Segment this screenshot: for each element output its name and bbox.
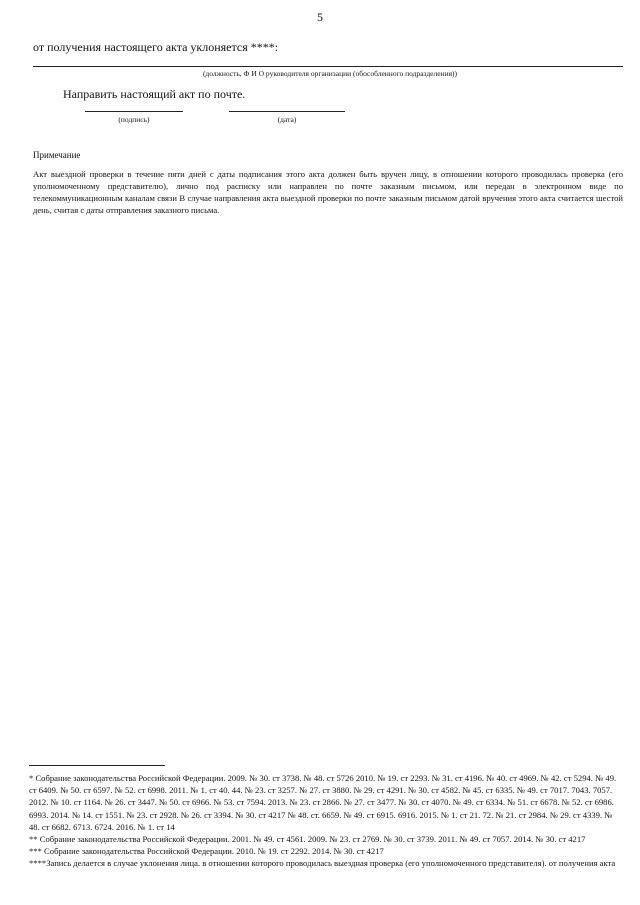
signature-line: [85, 111, 183, 112]
refusal-statement: от получения настоящего акта уклоняется ****:: [33, 40, 279, 54]
note-text: Акт выездной проверки в течение пяти дней с даты подписания этого акта должен быть вручен лицу, в отношении которого проводилась проверка (его уполномоченному представителю), лично под расписку или направлен по почте заказным письмом, или передан в электронном виде по телекоммуникационным каналам связи В случае направления акта выездной проверки по почте заказным письмом датой вручения этого акта считается шестой день, считая с даты отправления заказного письма.: [33, 169, 623, 215]
send-by-mail-statement: Направить настоящий акт по почте.: [63, 87, 246, 101]
footnotes: [29, 772, 625, 870]
position-name-caption: (должность, Ф И О руководителя организации (обособленного подразделения)): [202, 69, 458, 78]
signature-caption: (подпись): [118, 115, 150, 124]
position-name-line: [33, 66, 623, 67]
date-line: [229, 111, 345, 112]
footnote-separator: [29, 765, 165, 766]
footnote-1: * Собрание законодательства Российской Федерации. 2009. № 30. ст 3738. № 48. ст 5726 2010. № 19. ст 2293. № 31. ст 4196. № 40. ст 4969. № 42. ст 5294. № 49. ст 6409. № 50. ст 6597. № 52. ст 6998. 2011. № 1. ст 40. 44. № 23. ст 3257. № 27. ст 3880. № 29. ст 4291. № 30. ст 4582. № 45. ст 6335. № 49. ст 7017. 7043. 7057. 2012. № 10. ст 1164. № 26. ст 3447. № 50. ст 6966. № 53. ст 7594. 2013. № 23. ст 2866. № 27. ст 3477. № 30. ст 4070. № 49. ст 6334. № 51. ст 6678. № 52. ст 6986. 6993. 2014. № 14. ст 1551. № 23. ст 2928. № 26. ст 3394. № 30. ст 4217 № 48. ст. 6659. № 49. ст 6915. 6916. 2015. № 1. ст 21. 72. № 21. ст 2984. № 29. ст 4339. № 48. ст 6682. 6713. 6724. 2016. № 1. ст 14: [29, 773, 617, 832]
footnote-2: ** Собрание законодательства Российской Федерации. 2001. № 49. ст 4561. 2009. № 23. ст 2769. № 30. ст 3739. 2011. № 49. ст 7057. 2014. № 30. ст 4217: [29, 834, 586, 845]
footnote-3: *** Собрание законодательства Российской Федерации. 2010. № 19. ст 2292. 2014. № 30. ст 4217: [29, 846, 384, 857]
note-heading: Примечание: [33, 150, 81, 160]
footnote-4: ****Запись делается в случае уклонения лица. в отношении которого проводилась выездная проверка (его уполномоченного представителя). от получения акта: [29, 858, 616, 869]
date-caption: (дата): [277, 115, 297, 124]
page-number: 5: [317, 10, 323, 24]
